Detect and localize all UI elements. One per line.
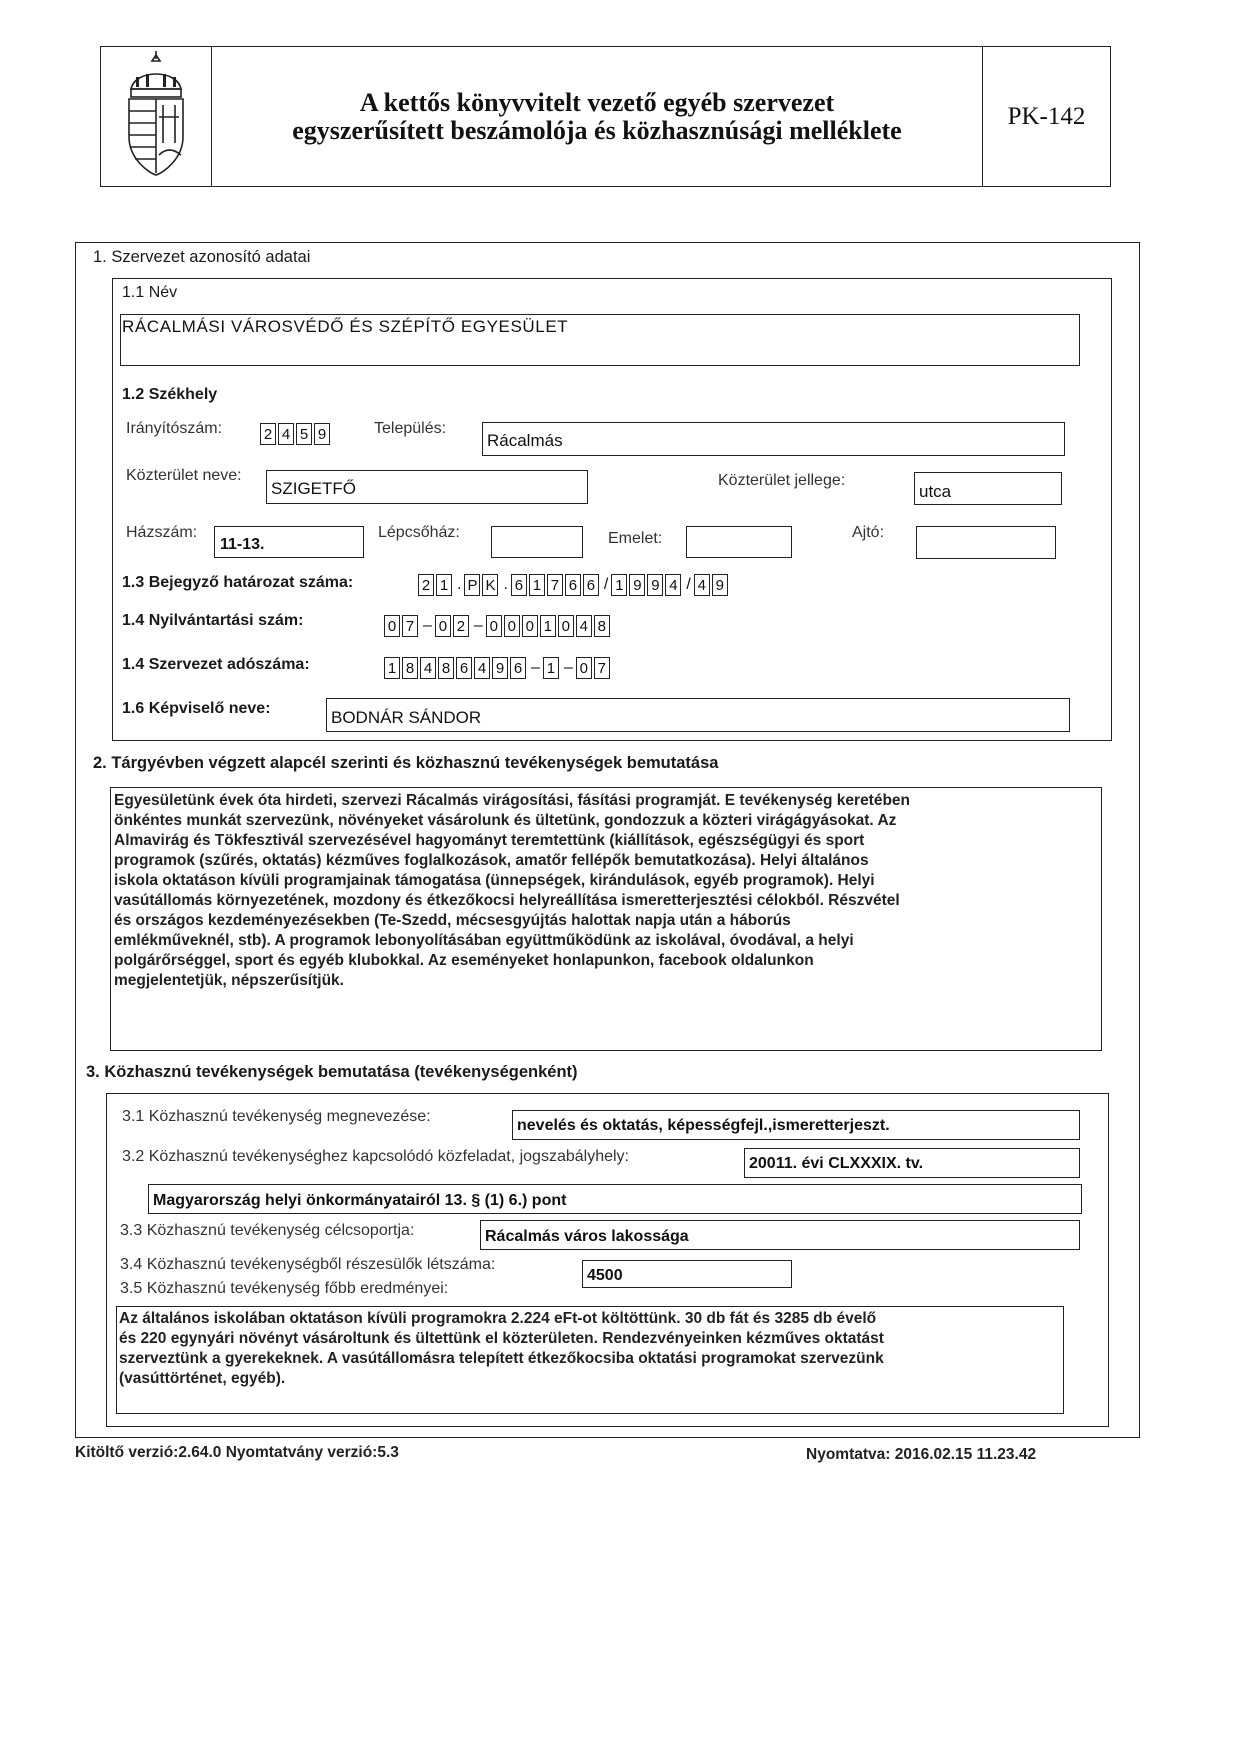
reg-separator: – (473, 617, 483, 634)
registration-number-field[interactable] (384, 612, 612, 640)
reg-digit: 0 (504, 615, 520, 637)
tax-digit: 6 (456, 657, 472, 679)
rep-label: 1.6 Képviselő neve: (122, 700, 271, 717)
floor-field[interactable] (686, 526, 792, 558)
activity-name-value: nevelés és oktatás, képességfejl.,ismeretterjeszt. (517, 1117, 890, 1134)
court-digit: 9 (629, 574, 645, 596)
header-title-line2: egyszerűsített beszámolója és közhasznúsági melléklete (292, 115, 902, 145)
court-digit: 6 (565, 574, 581, 596)
reg-digit: 0 (522, 615, 538, 637)
court-separator: . (457, 576, 462, 593)
footer-version: Kitöltő verzió:2.64.0 Nyomtatvány verzió:5.3 (75, 1444, 399, 1461)
target-label: 3.3 Közhasznú tevékenység célcsoportja: (120, 1222, 415, 1239)
stair-field[interactable] (491, 526, 583, 558)
name-value: RÁCALMÁSI VÁROSVÉDŐ ÉS SZÉPÍTŐ EGYESÜLET (122, 317, 569, 336)
court-digit: 6 (583, 574, 599, 596)
tax-digit: 0 (576, 657, 592, 679)
court-digit: P (464, 574, 480, 596)
floor-label: Emelet: (608, 530, 663, 547)
court-digit: 9 (712, 574, 728, 596)
street-type-field[interactable] (914, 472, 1062, 505)
reg-separator: – (423, 617, 432, 634)
tax-digit: 6 (510, 657, 526, 679)
tax-digit: 1 (384, 657, 400, 679)
reg-digit: 0 (486, 615, 502, 637)
zip-digit: 2 (260, 423, 276, 445)
header-box (100, 46, 1111, 187)
reg-digit: 4 (576, 615, 592, 637)
results-text: Az általános iskolában oktatáson kívüli programokra 2.224 eFt-ot költöttünk. 30 db fát és 3285 db évelő és 220 egynyári növényt vásároltunk és ültettünk el közterületen. Rendezvényeinken kézműves oktatást szerveztünk a gyerekeknek. A vasútállomásra telepített étkezőkocsiba oktatási programokat szervezünk (vasúttörténet, egyéb). (119, 1310, 884, 1387)
rep-value: BODNÁR SÁNDOR (331, 708, 482, 727)
court-digit: 1 (436, 574, 452, 596)
reg-digit: 2 (453, 615, 469, 637)
tax-digit: 8 (438, 657, 454, 679)
zip-digit: 9 (314, 423, 330, 445)
house-field[interactable] (214, 526, 364, 558)
court-digit: 6 (511, 574, 527, 596)
street-label: Közterület neve: (126, 467, 242, 484)
tax-digit: 4 (420, 657, 436, 679)
law-label: 3.2 Közhasznú tevékenységhez kapcsolódó közfeladat, jogszabályhely: (122, 1148, 629, 1165)
reg-digit: 0 (384, 615, 400, 637)
zip-code-field[interactable] (260, 420, 332, 448)
house-value: 11-13. (220, 536, 265, 553)
seat-label: 1.2 Székhely (122, 386, 218, 403)
city-label: Település: (374, 420, 447, 437)
name-field[interactable] (120, 314, 1080, 366)
header-title-line1: A kettős könyvvitelt vezető egyéb szervezet (359, 87, 835, 117)
section2-text: Egyesületünk évek óta hirdeti, szervezi Rácalmás virágosítási, fásítási programját. E tevékenység keretében önkéntes munkát szervezünk, növényeket vásárolunk és ültetünk, gondozzuk a közteri virágágyásokat. Az Almavirág és Tökfesztivál szervezésével hagyományt teremtettünk (kiállítások, egészségügyi és sport programok (szűrés, oktatás) kézműves foglalkozások, amatőr fellépők bemutatkozása). Helyi általános iskola oktatáson kívüli programjainak támogatása (ünnepségek, kirándulások, egyéb programok). Helyi vasútállomás környezetének, mozdony és étkezőkocsi helyreállítása ismeretterjesztési célokból. Részvétel és országos kezdeményezésekben (Te-Szedd, mécsesgyújtás halottak napja után a háborús emlékműveknél, stb). A programok lebonyolításában együttműködünk az iskolával, óvodával, a helyi polgárőrséggel, sport és egyéb klubokkal. Az eseményeket honlapunkon, facebook oldalunkon megjelentetjük, népszerűsítjük. (114, 792, 911, 989)
court-digit: 1 (611, 574, 627, 596)
reg-digit: 0 (435, 615, 451, 637)
reg-digit: 1 (540, 615, 556, 637)
tax-separator: – (531, 659, 540, 676)
section1-heading: 1. Szervezet azonosító adatai (93, 248, 311, 266)
street-type-label: Közterület jellege: (718, 472, 846, 489)
coat-of-arms-cell (101, 47, 212, 186)
form-code: PK-142 (1007, 102, 1086, 130)
form-code-cell (982, 47, 1110, 186)
court-digit: K (482, 574, 498, 596)
reg-digit: 0 (558, 615, 574, 637)
reg-label: 1.4 Nyilvántartási szám: (122, 612, 304, 629)
activity-name-field[interactable] (512, 1110, 1080, 1140)
reg-digit: 7 (402, 615, 418, 637)
law-value-continued: Magyarország helyi önkormányatairól 13. § (1) 6.) pont (153, 1192, 567, 1209)
zip-label: Irányítószám: (126, 420, 223, 437)
court-digit: 9 (647, 574, 663, 596)
court-separator: / (686, 576, 691, 593)
count-value: 4500 (587, 1267, 623, 1284)
tax-label: 1.4 Szervezet adószáma: (122, 656, 310, 673)
law-field[interactable] (744, 1148, 1080, 1178)
door-field[interactable] (916, 526, 1056, 559)
law-field-continued[interactable] (148, 1184, 1082, 1214)
footer-printed: Nyomtatva: 2016.02.15 11.23.42 (806, 1446, 1037, 1463)
door-label: Ajtó: (852, 524, 885, 541)
city-value: Rácalmás (487, 431, 563, 450)
reg-digit: 8 (594, 615, 610, 637)
tax-separator: – (563, 659, 573, 676)
tax-digit: 4 (474, 657, 490, 679)
zip-digit: 4 (278, 423, 294, 445)
results-label: 3.5 Közhasznú tevékenység főbb eredményei: (120, 1280, 449, 1297)
tax-digit: 7 (594, 657, 610, 679)
tax-digit: 9 (492, 657, 508, 679)
count-field[interactable] (582, 1260, 792, 1288)
court-separator: . (503, 576, 508, 593)
court-decision-field[interactable] (418, 571, 730, 599)
tax-digit: 1 (543, 657, 559, 679)
target-value: Rácalmás város lakossága (485, 1228, 689, 1245)
stair-label: Lépcsőház: (378, 524, 460, 541)
court-digit: 1 (529, 574, 545, 596)
court-digit: 7 (547, 574, 563, 596)
street-value: SZIGETFŐ (271, 479, 356, 498)
court-label: 1.3 Bejegyző határozat száma: (122, 574, 354, 591)
section3-heading: 3. Közhasznú tevékenységek bemutatása (tevékenységenként) (86, 1063, 578, 1081)
court-digit: 2 (418, 574, 434, 596)
name-label: 1.1 Név (122, 284, 178, 301)
results-field[interactable] (116, 1306, 1064, 1414)
court-digit: 4 (665, 574, 681, 596)
activity-name-label: 3.1 Közhasznú tevékenység megnevezése: (122, 1108, 431, 1125)
count-label: 3.4 Közhasznú tevékenységből részesülők létszáma: (120, 1256, 496, 1273)
street-type-value: utca (919, 482, 952, 501)
rep-field[interactable] (326, 698, 1070, 732)
court-digit: 4 (694, 574, 710, 596)
target-field[interactable] (480, 1220, 1080, 1250)
law-value: 20011. évi CLXXXIX. tv. (749, 1155, 924, 1172)
section2-text-field[interactable] (110, 787, 1102, 1051)
city-field[interactable] (482, 422, 1065, 456)
zip-digit: 5 (296, 423, 312, 445)
court-separator: / (603, 576, 609, 593)
tax-digit: 8 (402, 657, 418, 679)
coat-of-arms-icon (101, 47, 212, 185)
tax-number-field[interactable] (384, 654, 612, 682)
header-title (212, 47, 982, 186)
section2-heading: 2. Tárgyévben végzett alapcél szerinti és közhasznú tevékenységek bemutatása (93, 754, 719, 772)
street-field[interactable] (266, 470, 588, 504)
house-label: Házszám: (126, 524, 198, 541)
